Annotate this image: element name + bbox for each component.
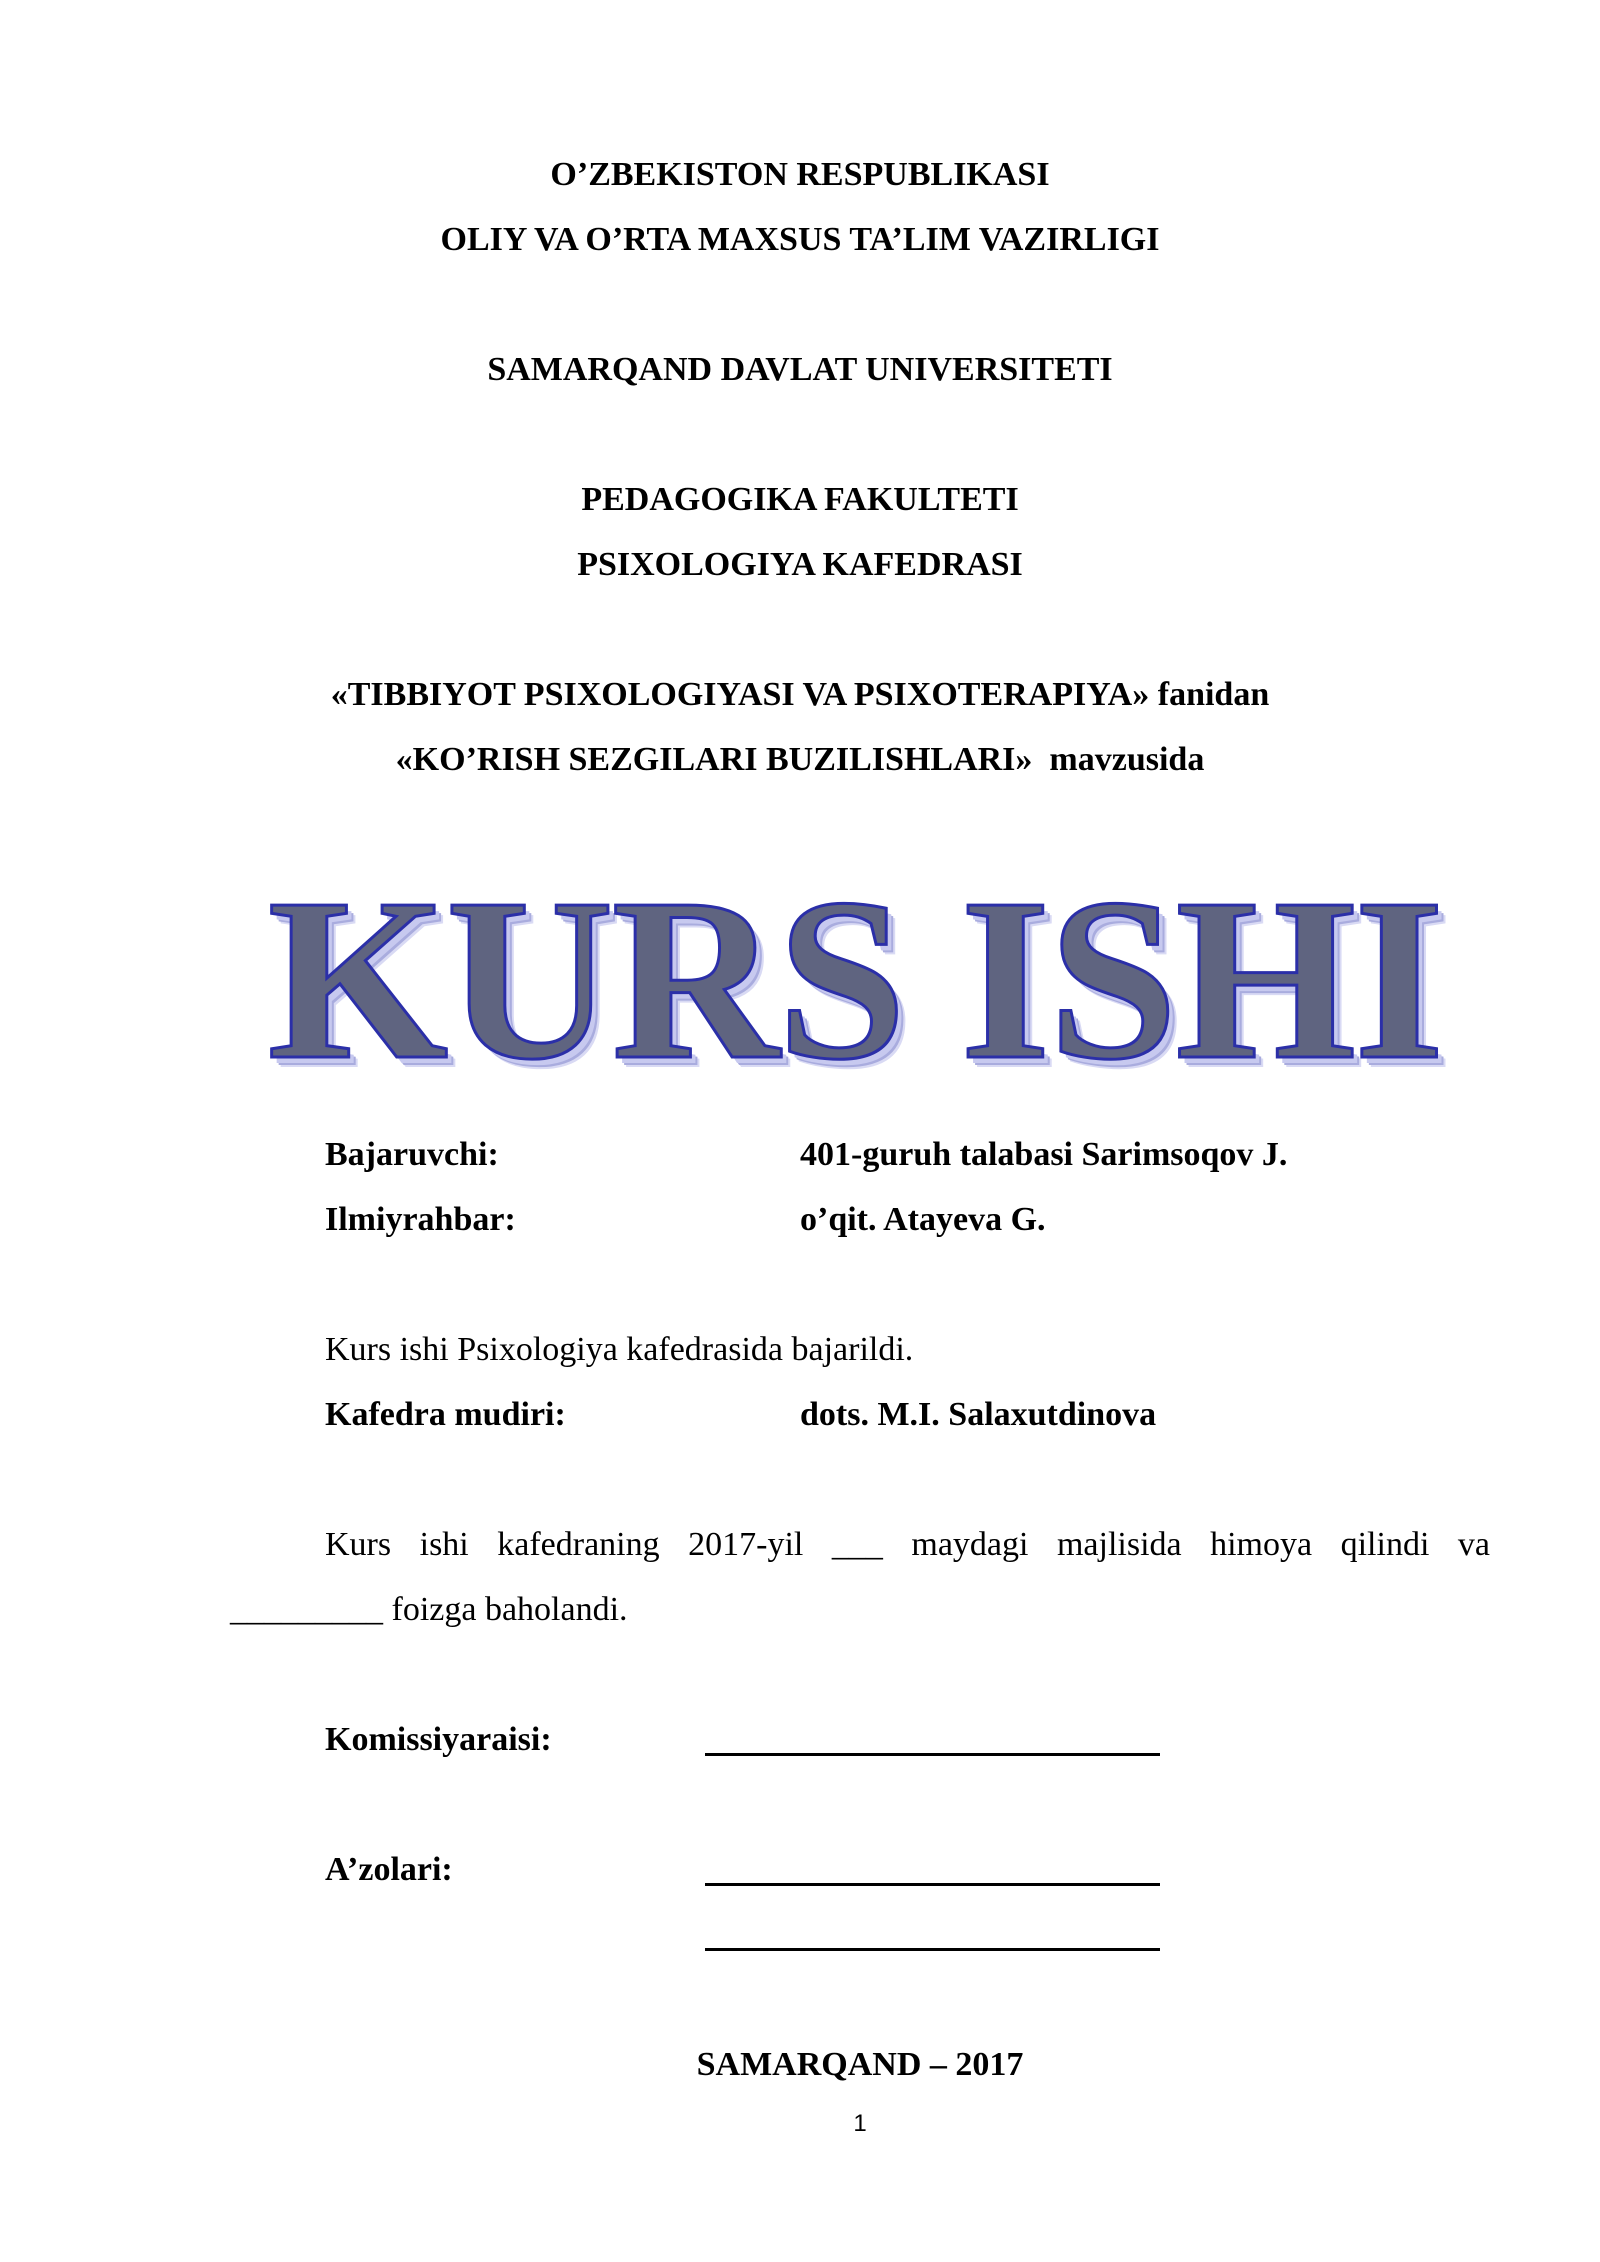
header-country: O’ZBEKISTON RESPUBLIKASI [550,156,1050,193]
defense-line-1: Kurs ishi kafedraning 2017-yil ___ maydagi majlisida himoya qilindi va [325,1526,1490,1563]
document-title: KURS ISHI [267,851,1443,1108]
completed-note: Kurs ishi Psixologiya kafedrasida bajarildi. [325,1331,914,1368]
performer-label: Bajaruvchi: [325,1136,499,1173]
subject-course-line: «TIBBIYOT PSIXOLOGIYASI VA PSIXOTERAPIYA» fanidan [330,676,1270,713]
commission-members-label: A’zolari: [325,1851,453,1888]
subject-topic-line: «KO’RISH SEZGILARI BUZILISHLARI» mavzusida [395,741,1205,778]
header-department: PSIXOLOGIYA KAFEDRASI [577,546,1023,583]
head-of-department-label: Kafedra mudiri: [325,1396,566,1433]
commission-member-signature-line-1 [705,1883,1160,1886]
performer-value: 401-guruh talabasi Sarimsoqov J. [800,1136,1288,1173]
header-university: SAMARQAND DAVLAT UNIVERSITETI [487,351,1113,388]
defense-line-2: _________ foizga baholandi. [230,1591,628,1628]
header-ministry: OLIY VA O’RTA MAXSUS TA’LIM VAZIRLIGI [440,221,1160,258]
header-faculty: PEDAGOGIKA FAKULTETI [581,481,1019,518]
page-number: 1 [853,2110,867,2137]
head-of-department-value: dots. M.I. Salaxutdinova [800,1396,1157,1433]
supervisor-label: Ilmiyrahbar: [325,1201,516,1238]
commission-chair-signature-line [705,1753,1160,1756]
commission-member-signature-line-2 [705,1948,1160,1951]
commission-chair-label: Komissiyaraisi: [325,1721,552,1758]
supervisor-value: o’qit. Atayeva G. [800,1201,1046,1238]
footer-place-year: SAMARQAND – 2017 [696,2046,1024,2083]
